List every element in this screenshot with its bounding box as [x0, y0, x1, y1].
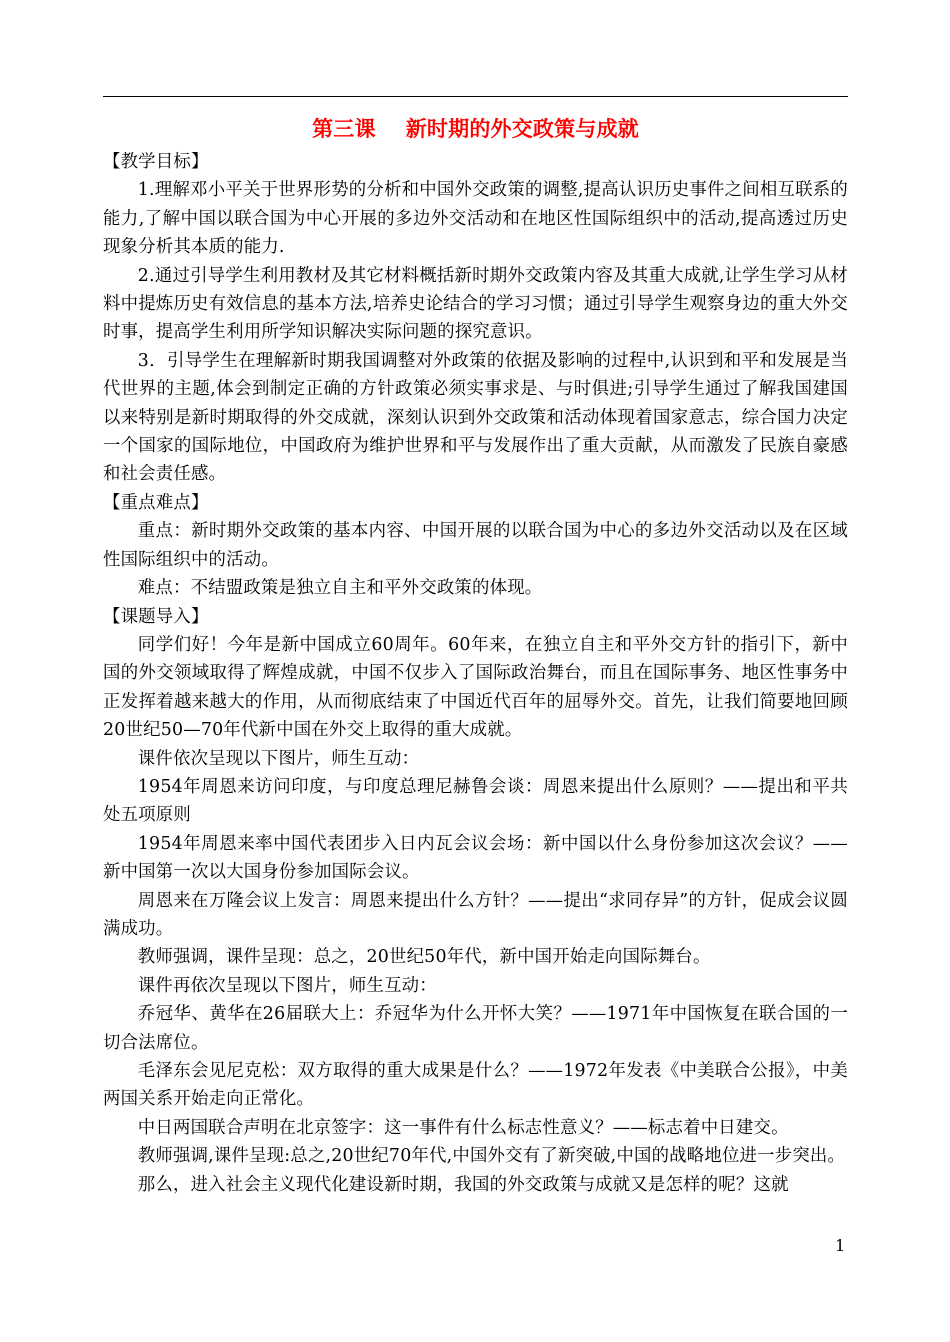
paragraph: 同学们好！今年是新中国成立60周年。60年来，在独立自主和平外交方针的指引下，新中国的外交领域取得了辉煌成就，中国不仅步入了国际政治舞台，而且在国际事务、地区性事务中正发挥着越来越大的作用，从而彻底结束了中国近代百年的屈辱外交。首先，让我们简要地回顾20世纪50—70年代新中国在外交上取得的重大成就。: [103, 634, 848, 741]
lesson-title: 第三课 新时期的外交政策与成就: [312, 116, 639, 141]
paragraph: 课件依次呈现以下图片，师生互动：: [137, 748, 420, 769]
section-introduction: [103, 603, 848, 1200]
section-heading: 【课题导入】: [103, 606, 209, 627]
paragraph: 教师强调，课件呈现：总之，20世纪50年代，新中国开始走向国际舞台。: [137, 947, 711, 968]
section-key-points: [103, 489, 848, 603]
paragraph: 重点：新时期外交政策的基本内容、中国开展的以联合国为中心的多边外交活动以及在区域性国际组织中的活动。: [103, 521, 848, 570]
paragraph: 课件再依次呈现以下图片，师生互动：: [137, 975, 437, 996]
paragraph: 1.理解邓小平关于世界形势的分析和中国外交政策的调整,提高认识历史事件之间相互联系的能力,了解中国以联合国为中心开展的多边外交活动和在地区性国际组织中的活动,提高透过历史现象分析其本质的能力.: [103, 180, 848, 258]
paragraph: 乔冠华、黄华在26届联大上：乔冠华为什么开怀大笑？——1971年中国恢复在联合国的一切合法席位。: [103, 1004, 848, 1053]
paragraph: 1954年周恩来率中国代表团步入日内瓦会议会场：新中国以什么身份参加这次会议？——新中国第一次以大国身份参加国际会议。: [103, 833, 848, 883]
paragraph: 2.通过引导学生利用教材及其它材料概括新时期外交政策内容及其重大成就,让学生学习从材料中提炼历史有效信息的基本方法,培养史论结合的学习习惯；通过引导学生观察身边的重大外交时事，提高学生利用所学知识解决实际问题的探究意识。: [103, 265, 848, 343]
document-body: [103, 110, 848, 1199]
section-heading: 【重点难点】: [103, 492, 209, 513]
section-teaching-goals: [103, 148, 848, 489]
paragraph: 难点：不结盟政策是独立自主和平外交政策的体现。: [137, 578, 543, 599]
page-number: 1: [835, 1236, 846, 1255]
paragraph: 教师强调,课件呈现:总之,20世纪70年代,中国外交有了新突破,中国的战略地位进一步突出。: [137, 1146, 846, 1167]
section-heading: 【教学目标】: [103, 152, 209, 172]
paragraph: 周恩来在万隆会议上发言：周恩来提出什么方针？——提出“求同存异”的方针，促成会议圆满成功。: [103, 890, 848, 939]
paragraph: 3．引导学生在理解新时期我国调整对外政策的依据及影响的过程中,认识到和平和发展是当代世界的主题,体会到制定正确的方针政策必须实事求是、与时俱进;引导学生通过了解我国建国以来特别是新时期取得的外交成就，深刻认识到外交政策和活动体现着国家意志，综合国力决定一个国家的国际地位，中国政府为维护世界和平与发展作出了重大贡献，从而激发了民族自豪感和社会责任感。: [103, 350, 848, 485]
paragraph: 毛泽东会见尼克松：双方取得的重大成果是什么？——1972年发表《中美联合公报》，中美两国关系开始走向正常化。: [103, 1061, 848, 1110]
paragraph: 中日两国联合声明在北京签字：这一事件有什么标志性意义？——标志着中日建交。: [137, 1117, 789, 1138]
paragraph: 1954年周恩来访问印度，与印度总理尼赫鲁会谈：周恩来提出什么原则？——提出和平共处五项原则: [103, 776, 848, 826]
paragraph: 那么，进入社会主义现代化建设新时期，我国的外交政策与成就又是怎样的呢？这就: [137, 1174, 789, 1195]
header-rule: [103, 96, 848, 97]
